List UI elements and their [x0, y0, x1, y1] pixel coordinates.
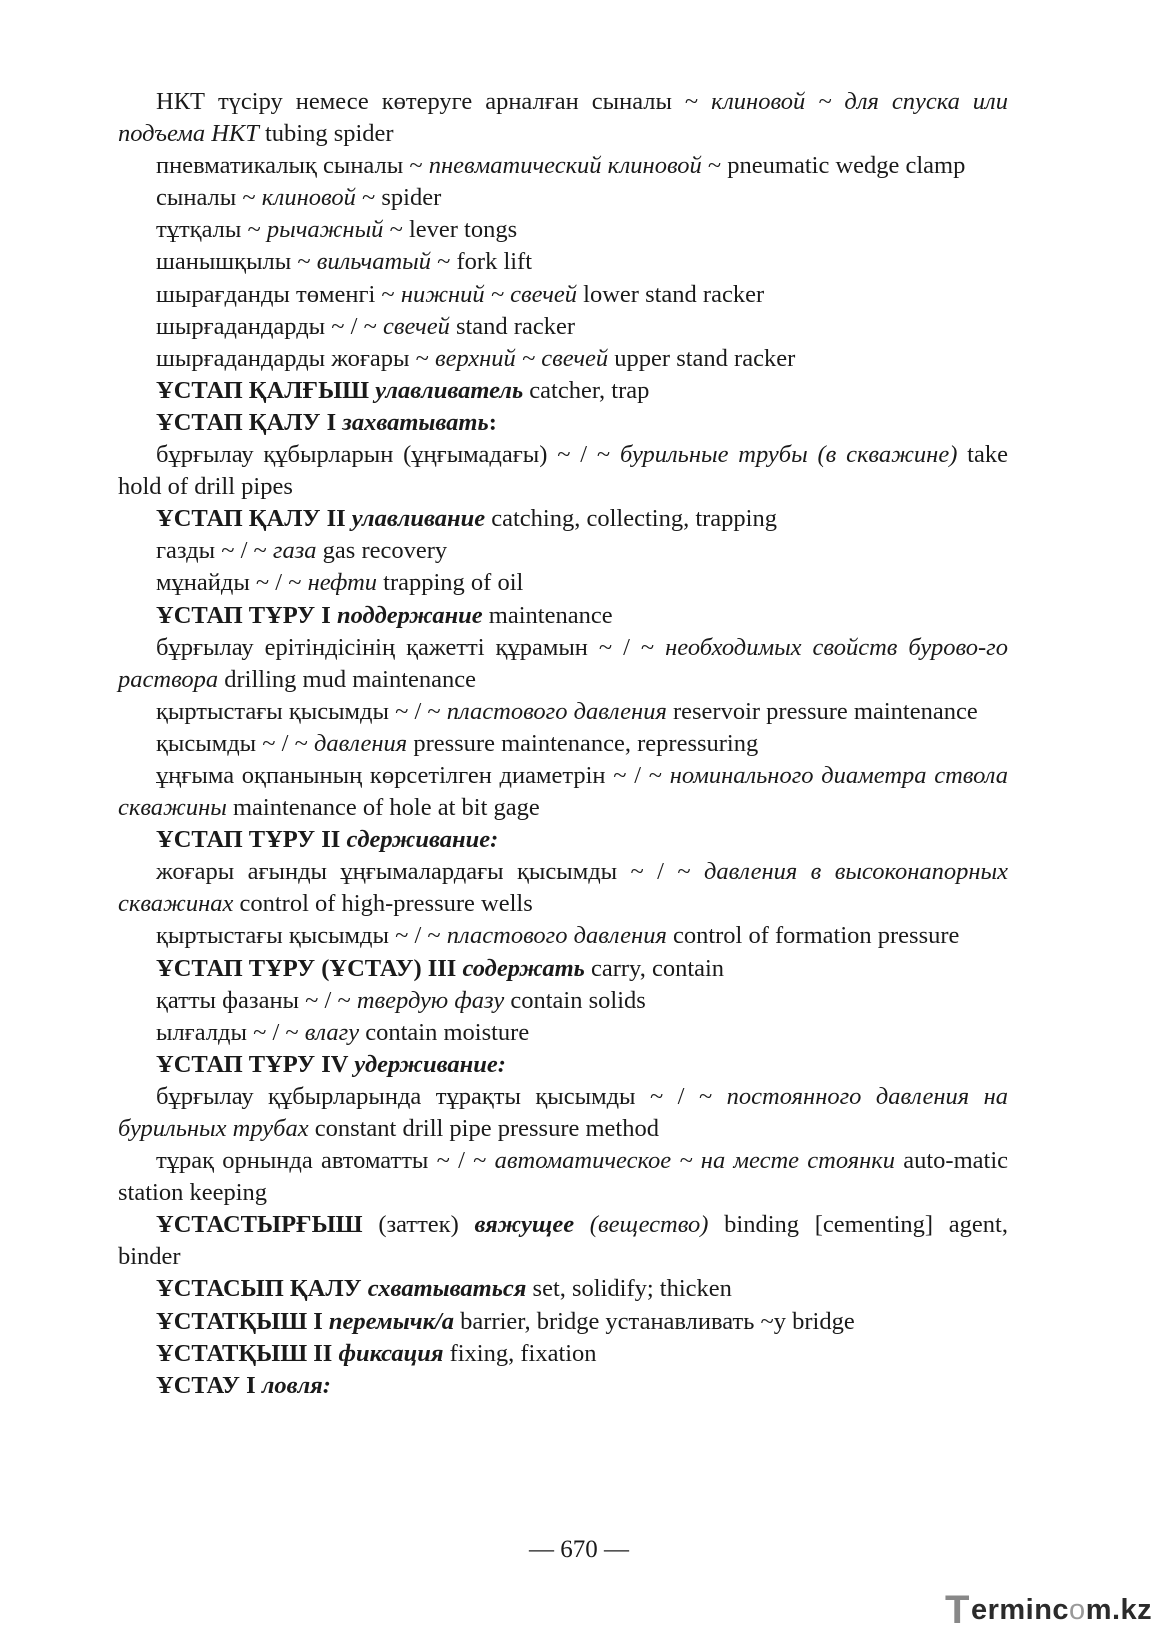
- entry-text: carry, contain: [584, 954, 725, 982]
- dictionary-entry: [118, 86, 1008, 150]
- entry-text: set, solidify; thicken: [526, 1275, 732, 1303]
- page-number: — 670 —: [529, 1536, 629, 1563]
- entry-russian-term: постоянного давления на бурильных трубах: [118, 1082, 1008, 1142]
- entry-headword: ҰСТАП ҚАЛУ II: [156, 505, 352, 533]
- entry-text: ~ pneumatic wedge clamp: [701, 152, 966, 180]
- entry-text: control of formation pressure: [666, 922, 960, 950]
- entry-russian-term: пластового давления: [446, 922, 667, 950]
- dictionary-entry: [118, 1049, 1008, 1081]
- entry-text: stand racker: [449, 312, 575, 340]
- entry-headword: удерживание:: [354, 1050, 506, 1078]
- entry-russian-term: давления: [313, 729, 408, 757]
- entry-text: constant drill pipe pressure method: [308, 1115, 659, 1142]
- dictionary-entry: [118, 182, 1008, 214]
- entry-text: ~ fork lift: [431, 248, 533, 276]
- entry-text: catching, collecting, trapping: [485, 505, 777, 533]
- entry-text: maintenance of hole at bit gage: [226, 794, 540, 822]
- entry-text: бұрғылау құбырларында тұрақты қысымды ~ / ~: [156, 1082, 727, 1110]
- entry-text: пневматикалық сыналы ~: [156, 152, 429, 180]
- entry-russian-term: твердую фазу: [356, 986, 505, 1014]
- entry-text: trapping of oil: [377, 569, 524, 597]
- dictionary-entry: [118, 279, 1008, 311]
- entry-text: ылғалды ~ / ~: [156, 1018, 305, 1046]
- dictionary-entry: [118, 1306, 1008, 1338]
- entry-russian-term: пневматический клиновой: [428, 152, 702, 180]
- entry-headword: сдерживание:: [346, 826, 499, 854]
- entry-headword: улавливание: [351, 505, 486, 533]
- entry-text: сыналы ~: [156, 184, 262, 212]
- entry-headword: ҰСТАП ТҰРУ IV: [156, 1050, 355, 1078]
- entry-text: тұтқалы ~: [156, 216, 267, 244]
- entry-text: қыртыстағы қысымды ~ / ~: [156, 922, 447, 950]
- entry-headword: вяжущее: [474, 1211, 575, 1239]
- termincom-logo[interactable]: [945, 1587, 1153, 1632]
- entry-headword: ҰСТАП ҚАЛҒЫШ: [156, 376, 376, 404]
- entry-headword: ҰСТАСЫП ҚАЛУ: [156, 1275, 368, 1303]
- entry-russian-term: влагу: [304, 1018, 360, 1046]
- entry-text: шырғадандарды ~ / ~: [156, 312, 383, 340]
- dictionary-entry: [118, 1273, 1008, 1305]
- entry-text: binding [cementing] agent, binder: [118, 1211, 1008, 1271]
- entry-text: barrier, bridge устанавливать ~у bridge: [454, 1307, 855, 1335]
- entry-headword: ҰСТАП ҚАЛУ I: [156, 408, 343, 436]
- entry-text: мұнайды ~ / ~: [156, 569, 308, 597]
- entry-text: upper stand racker: [608, 344, 796, 372]
- entry-text: catcher, trap: [523, 376, 650, 404]
- dictionary-entry: [118, 1145, 1008, 1209]
- entry-headword: ҰСТАП ТҰРУ (ҰСТАУ) III: [156, 954, 463, 982]
- entry-text: drilling mud maintenance: [218, 665, 477, 693]
- dictionary-entry: [118, 856, 1008, 920]
- entry-text: lower stand racker: [577, 280, 765, 308]
- entry-headword: ҰСТАТҚЫШ I: [156, 1307, 329, 1335]
- entry-headword: содержать: [462, 954, 585, 982]
- entry-text: шанышқылы ~: [156, 248, 317, 276]
- dictionary-entry: [118, 311, 1008, 343]
- entry-text: contain moisture: [359, 1018, 530, 1046]
- entry-russian-term: номинального диаметра ствола скважины: [118, 761, 1008, 822]
- logo-letter-t: T: [945, 1587, 970, 1632]
- entry-text: тұрақ орнында автоматты ~ / ~: [156, 1147, 495, 1175]
- entry-text: contain solids: [504, 986, 646, 1014]
- entry-russian-term: (вещество): [574, 1211, 709, 1239]
- entry-text: газды ~ / ~: [156, 537, 273, 565]
- dictionary-entry: [118, 1017, 1008, 1049]
- entry-headword: улавливатель: [375, 376, 524, 404]
- entry-headword: схватываться: [367, 1275, 527, 1303]
- dictionary-entry: [118, 1209, 1008, 1273]
- entry-text: шырғадандарды жоғары ~: [156, 344, 435, 372]
- logo-magnifier-icon: o: [1069, 1593, 1086, 1626]
- entry-russian-term: клиновой ~ для спуска или подъема НКТ: [118, 88, 1008, 148]
- dictionary-entry: [118, 953, 1008, 985]
- entry-russian-term: рычажный: [266, 216, 384, 244]
- dictionary-entry: [118, 439, 1008, 503]
- dictionary-entry: [118, 246, 1008, 278]
- entry-text: fixing, fixation: [443, 1339, 597, 1367]
- dictionary-entry: [118, 696, 1008, 728]
- entry-headword: ҰСТАУ I: [156, 1371, 262, 1399]
- dictionary-entry: [118, 920, 1008, 952]
- entry-russian-term: газа: [272, 537, 317, 565]
- entry-text: ұңғыма оқпанының көрсетілген диаметрін ~ / ~: [156, 761, 670, 789]
- entry-headword: перемычк/а: [328, 1307, 455, 1335]
- entry-headword: ҰСТАП ТҰРУ I: [156, 601, 337, 629]
- dictionary-entry: [118, 1338, 1008, 1370]
- entry-text: take hold of drill pipes: [118, 441, 1008, 501]
- entry-russian-term: давления в высоконапорных скважинах: [118, 858, 1008, 918]
- entry-text: қысымды ~ / ~: [156, 729, 314, 757]
- entry-text: (заттек): [362, 1211, 475, 1239]
- dictionary-entry: [118, 824, 1008, 856]
- dictionary-entry: [118, 1370, 1008, 1402]
- entry-text: pressure maintenance, repressuring: [407, 729, 759, 757]
- dictionary-entry: [118, 760, 1008, 824]
- entry-headword: ловля:: [261, 1371, 331, 1399]
- entry-text: maintenance: [482, 601, 613, 629]
- logo-text-part: erminc: [970, 1593, 1070, 1626]
- dictionary-entry: [118, 375, 1008, 407]
- entry-russian-term: необходимых свойств бурово-го раствора: [118, 633, 1008, 693]
- entry-text: бұрғылау ерітіндісінің қажетті құрамын ~ / ~: [156, 633, 666, 661]
- dictionary-entry: [118, 600, 1008, 632]
- dictionary-entry: [118, 503, 1008, 535]
- entry-russian-term: вильчатый: [316, 248, 431, 276]
- dictionary-entry: [118, 343, 1008, 375]
- entry-russian-term: нижний ~ свечей: [400, 280, 578, 308]
- dictionary-entry: [118, 535, 1008, 567]
- entry-text: жоғары ағынды ұңғымалардағы қысымды ~ / ~: [156, 858, 705, 886]
- entry-russian-term: пластового давления: [446, 697, 667, 725]
- entry-text: tubing spider: [258, 120, 394, 148]
- entry-text: reservoir pressure maintenance: [666, 697, 978, 725]
- entry-text: қатты фазаны ~ / ~: [156, 986, 357, 1014]
- dictionary-entry: [118, 567, 1008, 599]
- entry-russian-term: свечей: [382, 312, 450, 340]
- entry-text: НКТ түсіру немесе көтеруге арналған сыналы ~: [156, 88, 712, 115]
- entry-text: шырағданды төменгі ~: [156, 280, 401, 308]
- entry-russian-term: бурильные трубы (в скважине): [619, 441, 958, 469]
- entry-text: бұрғылау құбырларын (ұңғымадағы) ~ / ~: [156, 441, 620, 469]
- dictionary-entry: [118, 728, 1008, 760]
- entry-text: control of high-pressure wells: [233, 890, 533, 918]
- entry-russian-term: верхний ~ свечей: [434, 344, 609, 372]
- entry-headword: захватывать: [342, 408, 489, 436]
- dictionary-entry: [118, 985, 1008, 1017]
- entry-headword: фиксация: [338, 1339, 444, 1367]
- dictionary-entry: [118, 214, 1008, 246]
- dictionary-entry: [118, 407, 1008, 439]
- entry-russian-term: нефти: [307, 569, 378, 597]
- entry-headword: ҰСТАСТЫРҒЫШ: [156, 1211, 363, 1239]
- dictionary-entry: [118, 150, 1008, 182]
- entry-headword: ҰСТАП ТҰРУ II: [156, 826, 347, 854]
- logo-domain: m.kz: [1085, 1593, 1153, 1626]
- dictionary-entry: [118, 632, 1008, 696]
- entry-headword: поддержание: [336, 601, 483, 629]
- entry-russian-term: автоматическое ~ на месте стоянки: [494, 1147, 896, 1175]
- entry-russian-term: клиновой: [261, 184, 356, 212]
- entry-text: қыртыстағы қысымды ~ / ~: [156, 697, 447, 725]
- entry-text: ~ spider: [355, 184, 442, 212]
- dictionary-page-content: [118, 86, 1008, 1402]
- entry-headword: :: [488, 408, 497, 436]
- entry-headword: ҰСТАТҚЫШ II: [156, 1339, 339, 1367]
- entry-text: gas recovery: [316, 537, 448, 565]
- entry-text: auto-matic station keeping: [118, 1147, 1008, 1207]
- dictionary-entry: [118, 1081, 1008, 1145]
- entry-text: ~ lever tongs: [383, 216, 518, 244]
